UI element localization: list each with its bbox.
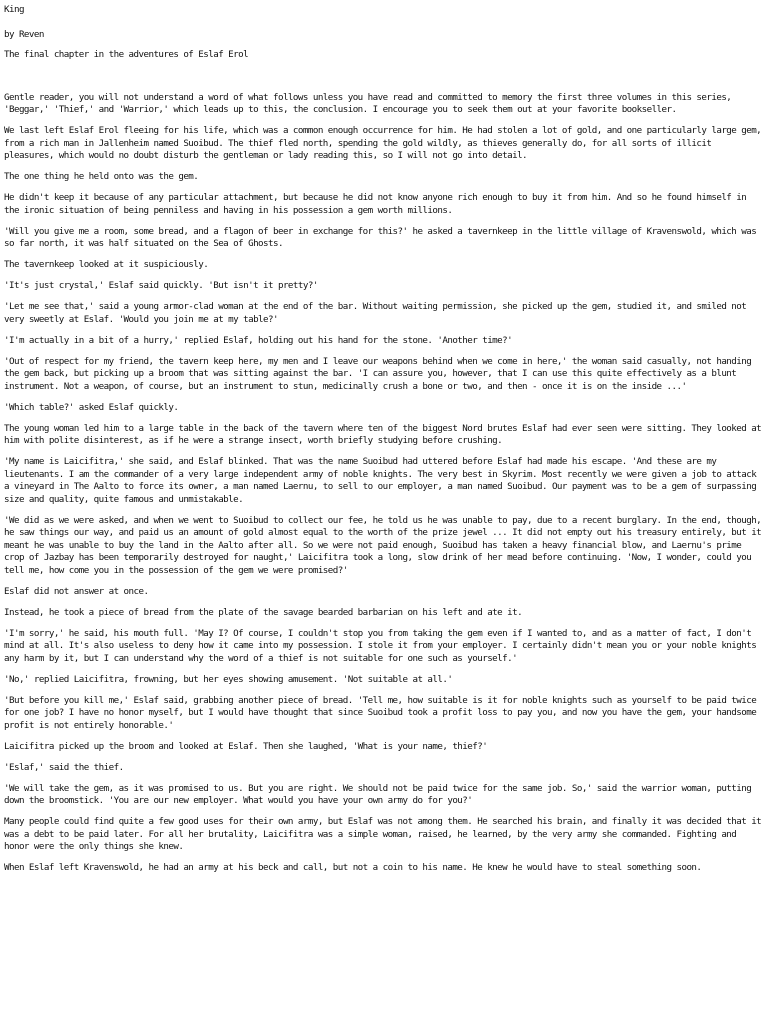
paragraph: The one thing he held onto was the gem.: [4, 171, 199, 182]
document-body: [4, 92, 764, 875]
paragraph: 'We did as we were asked, and when we went to Suoibud to collect our fee, he told us he was unable to pay, due to a recent burglary. In the end, though, he saw things our way, and paid us an amount of gold almost equal to the worth of the prize jewel ... It did not empty out his treasury entirely, but it meant he was unable to buy the land in the Aalto after all. So we were not paid enough, Suoibud has taken a heavy financial blow, and Laernu's prime crop of Jazbay has been temporarily destroyed for naught,' Laicifitra took a long, slow drink of her mead before continuing. 'Now, I wonder, could you tell me, how come you in the possession of the gem we were promised?': [4, 514, 762, 576]
paragraph: Many people could find quite a few good uses for their own army, but Eslaf was not among them. He searched his brain, and finally it was decided that it was a debt to be paid later. For all her brutality, Laicifitra was a simple woman, raised, he learned, by the very army she commanded. Fighting and honor were the only things she knew.: [4, 816, 762, 852]
document-title: King: [4, 4, 24, 15]
paragraph: The young woman led him to a large table in the back of the tavern where ten of the biggest Nord brutes Eslaf had ever seen were sitting. They looked at him with polite disinterest, as if he were a strange insect, worth briefly studying before crushing.: [4, 422, 762, 446]
paragraph: 'No,' replied Laicifitra, frowning, but her eyes showing amusement. 'Not suitable at all.': [4, 673, 453, 685]
paragraph: 'We will take the gem, as it was promised to us. But you are right. We should not be paid twice for the same job. So,' said the warrior woman, putting down the broomstick. 'You are our new employer. What would you have your own army do for you?': [4, 782, 752, 806]
paragraph: 'Eslaf,' said the thief.: [4, 761, 124, 773]
document-author: by Reven: [4, 28, 44, 40]
paragraph: 'But before you kill me,' Eslaf said, grabbing another piece of bread. 'Tell me, how suitable is it for noble knights such as yourself to be paid twice for one job? I have no honor myself, but I would have thought that since Suoibud took a profit loss to pay you, and now you have the gem, your handsome profit is not entirely honorable.': [4, 694, 757, 731]
paragraph: 'Will you give me a room, some bread, and a flagon of beer in exchange for this?' he asked a tavernkeep in the little village of Kravenswold, which was so far north, it was half situated on the Sea of Ghosts.: [4, 225, 757, 249]
paragraph: When Eslaf left Kravenswold, he had an army at his beck and call, but not a coin to his name. He knew he would have to steal something soon.: [4, 862, 702, 873]
paragraph: Instead, he took a piece of bread from the plate of the savage bearded barbarian on his left and ate it.: [4, 606, 523, 618]
paragraph: 'My name is Laicifitra,' she said, and Eslaf blinked. That was the name Suoibud had uttered before Eslaf had made his escape. 'And these are my lieutenants. I am the commander of a very large independent army of noble knights. The very best in Skyrim. Most recently we were given a job to attack a vineyard in The Aalto to force its owner, a man named Laernu, to sell to our employer, a man named Suoibud. Our payment was to be a gem of surpassing size and quality, quite famous and unmistakable.: [4, 456, 757, 505]
paragraph: He didn't keep it because of any particular attachment, but because he did not know anyone rich enough to buy it from him. And so he found himself in the ironic situation of being penniless and having in his possession a gem worth millions.: [4, 192, 747, 216]
paragraph: 'It's just crystal,' Eslaf said quickly. 'But isn't it pretty?': [4, 280, 318, 291]
document-subtitle: The final chapter in the adventures of Eslaf Erol: [4, 49, 249, 60]
paragraph: Eslaf did not answer at once.: [4, 585, 149, 597]
paragraph: 'I'm actually in a bit of a hurry,' replied Eslaf, holding out his hand for the stone. 'Another time?': [4, 334, 513, 346]
paragraph: 'I'm sorry,' he said, his mouth full. 'May I? Of course, I couldn't stop you from taking the gem even if I wanted to, and as a matter of fact, I don't mind at all. It's also useless to deny how it came into my possession. I stole it from your employer. I certainly didn't mean you or your noble knights any harm by it, but I can understand why the word of a thief is not suitable for one such as yourself.': [4, 627, 757, 664]
paragraph: 'Let me see that,' said a young armor-clad woman at the end of the bar. Without waiting permission, she picked up the gem, studied it, and smiled not very sweetly at Eslaf. 'Would you join me at my table?': [4, 301, 747, 325]
paragraph: 'Out of respect for my friend, the tavern keep here, my men and I leave our weapons behind when we come in here,' the woman said casually, not handing the gem back, but picking up a broom that was sitting against the bar. 'I can assure you, however, that I can use this quite effectively as a blunt instrument. Not a weapon, of course, but an instrument to stun, medicinally crush a bone or two, and then - once it is on the inside ...': [4, 355, 752, 392]
paragraph: Laicifitra picked up the broom and looked at Eslaf. Then she laughed, 'What is your name, thief?': [4, 740, 488, 752]
paragraph: Gentle reader, you will not understand a word of what follows unless you have read and committed to memory the first three volumes in this series, 'Beggar,' 'Thief,' and 'Warrior,' which leads up to this, the conclusion. I encourage you to seek them out at your favorite bookseller.: [4, 91, 732, 115]
paragraph: We last left Eslaf Erol fleeing for his life, which was a common enough occurrence for him. He had stolen a lot of gold, and one particularly large gem, from a rich man in Jallenheim named Suoibud. The thief fled north, spending the gold wildly, as thieves generally do, for all sorts of illicit pleasures, which would no doubt disturb the gentleman or lady reading this, so I will not go into detail.: [4, 125, 762, 161]
paragraph: 'Which table?' asked Eslaf quickly.: [4, 401, 179, 413]
paragraph: The tavernkeep looked at it suspiciously.: [4, 259, 209, 270]
